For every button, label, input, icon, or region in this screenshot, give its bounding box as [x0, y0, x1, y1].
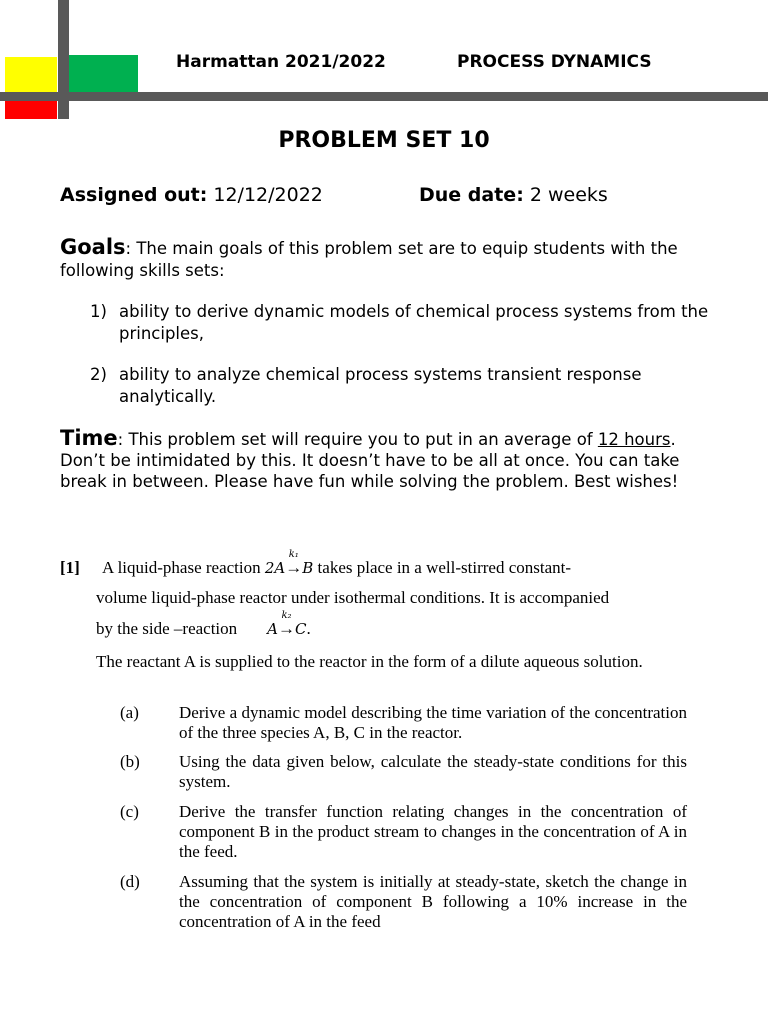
- assigned-label: Assigned out:: [60, 184, 208, 206]
- goals-item-text: ability to derive dynamic models of chemical process systems from the principles,: [119, 302, 709, 343]
- time-hours: 12 hours: [597, 430, 671, 449]
- time-text-after: . Don’t be intimidated by this. It doesn’t have to be all at once. You can take break in between. Please have fun while solving the problem. Best wishes!: [60, 430, 680, 491]
- goals-item-2: [90, 364, 715, 408]
- vertical-bar: [58, 0, 69, 119]
- part-c-label: (c): [120, 802, 139, 821]
- goals-item-text: ability to analyze chemical process systems transient response analytically.: [119, 365, 642, 406]
- assigned-line: [60, 182, 323, 208]
- due-label: Due date:: [419, 184, 524, 206]
- reaction-1-rhs: B: [302, 559, 314, 577]
- assigned-value: 12/12/2022: [213, 184, 323, 206]
- reaction-1-lhs: 2A: [264, 559, 286, 577]
- horizontal-bar: [0, 92, 768, 101]
- problem-1-text: A liquid-phase reaction: [102, 558, 265, 577]
- problem-1-line-3: [96, 610, 311, 639]
- goals-item-1: [90, 301, 715, 345]
- reaction-2-end: .: [306, 619, 311, 638]
- goals-item-num: 2): [90, 365, 107, 384]
- page-title: PROBLEM SET 10: [278, 128, 490, 153]
- part-d-label: (d): [120, 872, 140, 891]
- time-text-before: : This problem set will require you to put in an average of: [117, 430, 598, 449]
- problem-1-text: takes place in a well-stirred constant-: [313, 558, 572, 577]
- part-c-text: Derive the transfer function relating changes in the concentration of component B in the product stream to changes in the concentration of A in the feed.: [179, 802, 687, 861]
- problem-1-line-2: volume liquid-phase reactor under isothermal conditions. It is accompanied: [96, 588, 610, 607]
- yellow-block: [5, 57, 57, 93]
- problem-1-line-1: [102, 549, 702, 578]
- due-line: [419, 182, 608, 208]
- problem-1-number: [1]: [60, 558, 80, 577]
- goals-paragraph: [60, 236, 710, 282]
- goals-text: : The main goals of this problem set are to equip students with the following skills sets:: [60, 239, 678, 280]
- reaction-2-k: k₂: [281, 610, 292, 621]
- time-paragraph: [60, 428, 715, 492]
- time-label: Time: [60, 426, 118, 450]
- part-a-label: (a): [120, 703, 139, 722]
- session-label: Harmattan 2021/2022: [176, 52, 386, 72]
- reaction-2-arrow: → k₂: [278, 619, 295, 639]
- problem-1-paragraph-2: The reactant A is supplied to the reactor in the form of a dilute aqueous solution.: [96, 652, 643, 671]
- due-value: 2 weeks: [529, 184, 608, 206]
- green-block: [69, 55, 138, 92]
- reaction-2-rhs: C: [295, 620, 307, 638]
- goals-item-num: 1): [90, 302, 107, 321]
- reaction-1-arrow: → k₁: [285, 558, 302, 578]
- part-b-label: (b): [120, 752, 140, 771]
- problem-1-text: by the side –reaction: [96, 619, 238, 638]
- part-d-text: Assuming that the system is initially at steady-state, sketch the change in the concentration of component B following a 10% increase in the concentration of A in the feed: [179, 872, 687, 931]
- part-a-text: Derive a dynamic model describing the time variation of the concentration of the three species A, B, C in the reactor.: [179, 703, 687, 742]
- red-block: [5, 101, 57, 119]
- course-label: PROCESS DYNAMICS: [457, 52, 652, 72]
- reaction-1-k: k₁: [288, 549, 299, 560]
- reaction-2-lhs: A: [267, 620, 278, 638]
- goals-label: Goals: [60, 235, 126, 259]
- part-b-text: Using the data given below, calculate the steady-state conditions for this system.: [179, 752, 687, 791]
